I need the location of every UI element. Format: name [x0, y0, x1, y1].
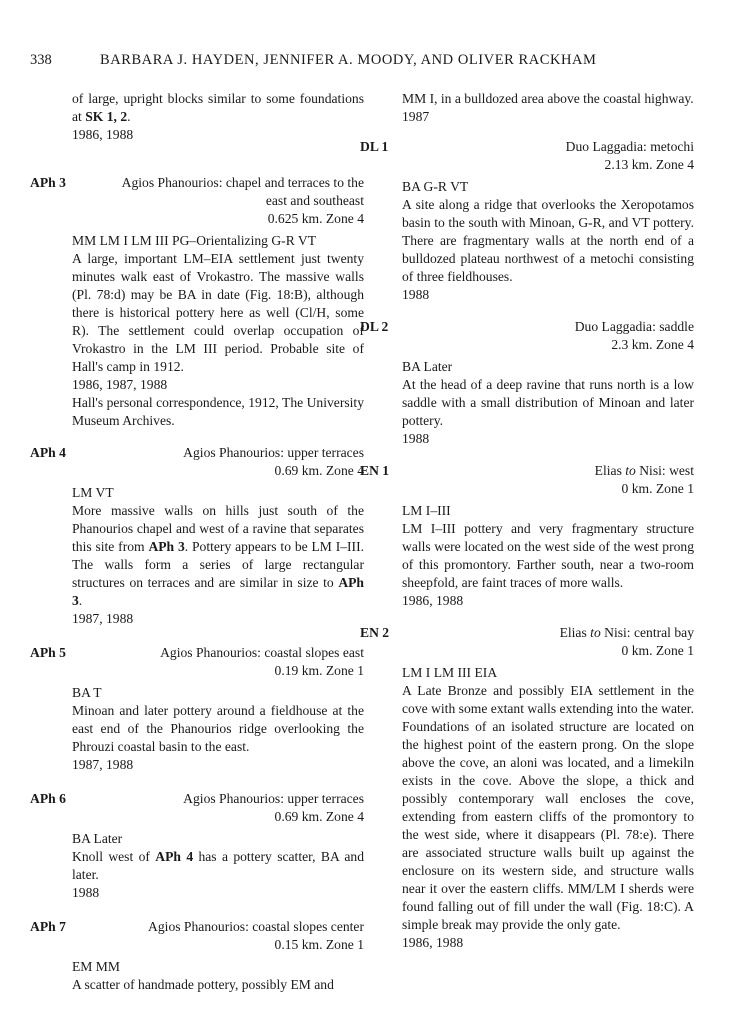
site-code: APh 5	[30, 645, 66, 660]
site-entry-aph4	[30, 444, 364, 628]
site-periods: LM I–III	[402, 503, 451, 518]
site-periods: LM I LM III EIA	[402, 665, 498, 680]
entry-note: Hall's personal correspondence, 1912, The University Museum Archives.	[72, 395, 364, 428]
site-measure: 2.13 km. Zone 4	[604, 157, 694, 172]
survey-years: 1987, 1988	[72, 611, 134, 626]
site-entry-aph5	[30, 644, 364, 774]
entry-header	[30, 644, 364, 680]
site-location: Duo Laggadia: saddle	[574, 319, 694, 334]
site-periods: EM MM	[72, 959, 120, 974]
site-measure: 0.19 km. Zone 1	[274, 663, 364, 678]
site-location: Elias to Nisi: west	[594, 463, 694, 478]
site-entry-aph7	[30, 918, 364, 994]
site-periods: BA G-R VT	[402, 179, 469, 194]
survey-years: 1986, 1988	[72, 127, 134, 142]
site-location: Agios Phanourios: upper terraces	[183, 445, 364, 460]
entry-description: of large, upright blocks similar to some foundations at SK 1, 2.	[72, 91, 364, 124]
continuation-entry	[72, 90, 364, 162]
site-location: Agios Phanourios: chapel and terraces to the east and southeast	[121, 175, 364, 208]
survey-years: 1988	[402, 287, 430, 302]
entry-header	[30, 174, 364, 228]
site-periods: BA Later	[72, 831, 123, 846]
site-measure: 0.69 km. Zone 4	[274, 809, 364, 824]
continuation-entry	[402, 90, 694, 126]
entry-header	[30, 444, 364, 480]
site-entry-dl1	[360, 138, 694, 304]
site-code: EN 2	[360, 625, 390, 640]
survey-years: 1986, 1988	[402, 593, 464, 608]
right-column	[360, 90, 694, 952]
entry-description: At the head of a deep ravine that runs north is a low saddle with a small distribution of Minoan and later pottery.	[402, 377, 694, 428]
site-code: DL 2	[360, 319, 389, 334]
survey-years: 1988	[402, 431, 430, 446]
survey-years: 1987, 1988	[72, 757, 134, 772]
survey-years: 1986, 1988	[402, 935, 464, 950]
site-location: Agios Phanourios: coastal slopes center	[148, 919, 364, 934]
site-reference: APh 4	[155, 849, 194, 864]
site-location: Agios Phanourios: coastal slopes east	[160, 645, 364, 660]
running-head-authors: BARBARA J. HAYDEN, JENNIFER A. MOODY, AND OLIVER RACKHAM	[100, 52, 597, 68]
entry-description: More massive walls on hills just south of the Phanourios chapel and west of a ravine that separates this site from APh 3. Pottery appears to be LM I–III. The walls form a series of large rectangular structures on terraces and are similar in size to APh 3.	[72, 503, 364, 608]
survey-years: 1988	[72, 885, 100, 900]
site-measure: 0.625 km. Zone 4	[267, 211, 364, 226]
entry-header	[360, 624, 694, 660]
site-entry-en1	[360, 462, 694, 610]
site-measure: 0.15 km. Zone 1	[274, 937, 364, 952]
survey-years: 1987	[402, 109, 430, 124]
site-code: APh 6	[30, 791, 66, 806]
entry-header	[360, 318, 694, 354]
site-periods: BA T	[72, 685, 102, 700]
site-location: Duo Laggadia: metochi	[565, 139, 694, 154]
site-code: APh 3	[30, 175, 66, 190]
site-entry-aph3	[30, 174, 364, 430]
site-code: EN 1	[360, 463, 390, 478]
running-header	[30, 52, 690, 74]
entry-header	[360, 462, 694, 498]
site-location: Elias to Nisi: central bay	[559, 625, 694, 640]
site-measure: 0 km. Zone 1	[621, 643, 694, 658]
entry-description: A scatter of handmade pottery, possibly EM and	[72, 977, 334, 992]
site-code: DL 1	[360, 139, 389, 154]
site-reference: APh 3	[148, 539, 185, 554]
entry-description: A Late Bronze and possibly EIA settlement in the cove with some extant walls extending into the water. Foundations of an isolated structure are located on the highest point of the eastern prong. On the slope above the cove, an aloni was located, and a limekiln exists in the cove. Above the slope, a thick and possibly contemporary wall encloses the cove, extending from eastern cliffs of the promontory to the west side, where it disappears (Pl. 78:e). There are associated structure walls built up against the enclosure on its western side, and structure walls near it over the eastern cliffs. MM/LM I sherds were found falling out of fill under the wall (Fig. 18:C). A simple break may provide the only gate.	[402, 683, 694, 932]
entry-description: Knoll west of APh 4 has a pottery scatter, BA and later.	[72, 849, 364, 882]
entry-description: A site along a ridge that overlooks the Xeropotamos basin to the south with Minoan, G-R, and VT pottery. There are fragmentary walls at the north end of a bulldozed plateau northwest of a metochi consisting of three fieldhouses.	[402, 197, 694, 284]
entry-description: MM I, in a bulldozed area above the coastal highway.	[402, 91, 694, 106]
site-measure: 2.3 km. Zone 4	[611, 337, 694, 352]
entry-description: LM I–III pottery and very fragmentary structure walls were located on the west side of the west prong of this promontory. Farther south, near a two-room sheepfold, are faint traces of more walls.	[402, 521, 694, 590]
site-code: APh 7	[30, 919, 66, 934]
site-reference: SK 1, 2	[85, 109, 128, 124]
entry-header	[30, 918, 364, 954]
entry-header	[360, 138, 694, 174]
site-periods: BA Later	[402, 359, 453, 374]
site-measure: 0 km. Zone 1	[621, 481, 694, 496]
site-measure: 0.69 km. Zone 4	[274, 463, 364, 478]
left-column	[30, 90, 364, 994]
site-periods: MM LM I LM III PG–Orientalizing G-R VT	[72, 233, 317, 248]
site-entry-en2	[360, 624, 694, 952]
survey-years: 1986, 1987, 1988	[72, 377, 168, 392]
site-entry-dl2	[360, 318, 694, 448]
site-entry-aph6	[30, 790, 364, 902]
page-number: 338	[30, 52, 52, 68]
site-code: APh 4	[30, 445, 66, 460]
entry-description: A large, important LM–EIA settlement just twenty minutes walk east of Vrokastro. The massive walls (Pl. 78:d) may be BA in date (Fig. 18:B), although there is historical pottery here as well (Cl/H, some R). The settlement could overlap occupation of Vrokastro in the LM III period. Probable site of Hall's camp in 1912.	[72, 251, 364, 374]
entry-header	[30, 790, 364, 826]
site-periods: LM VT	[72, 485, 114, 500]
entry-description: Minoan and later pottery around a fieldhouse at the east end of the Phanourios ridge overlooking the Phrouzi coastal basin to the east.	[72, 703, 364, 754]
site-location: Agios Phanourios: upper terraces	[183, 791, 364, 806]
site-reference: APh 3	[72, 575, 364, 608]
